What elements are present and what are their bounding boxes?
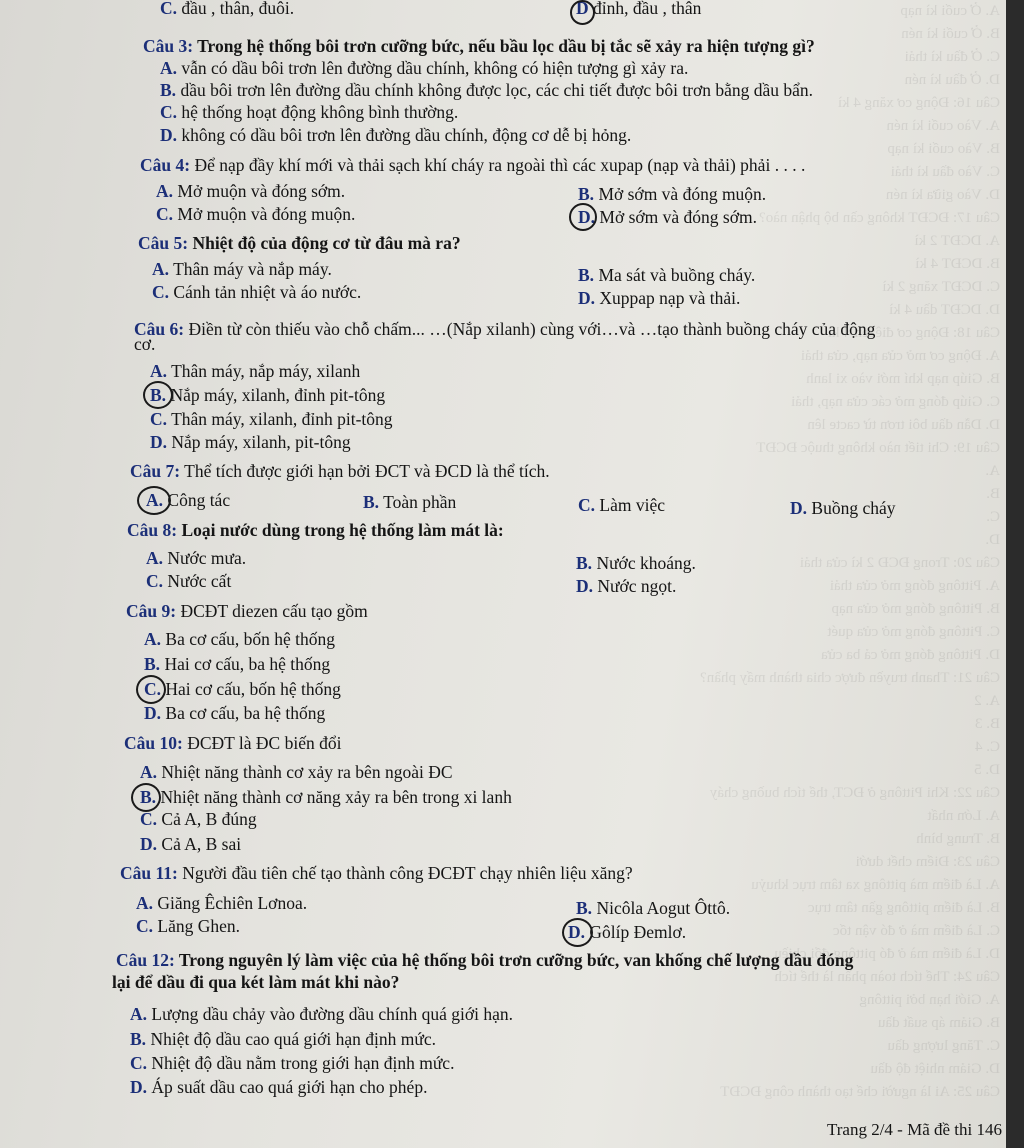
q3-option-c: C. hệ thống hoạt động không bình thường. <box>160 102 459 122</box>
question-3-stem: Câu 3: Trong hệ thống bôi trơn cưỡng bức, nếu bầu lọc dầu bị tắc sẽ xảy ra hiện tượng gì? <box>143 36 815 56</box>
q10-option-b: B. Nhiệt năng thành cơ năng xảy ra bên trong xi lanh <box>140 787 512 807</box>
q11-option-b: B. Nicôla Aogut Ôttô. <box>576 898 731 918</box>
q5-option-a: A. Thân máy và nắp máy. <box>152 259 332 279</box>
bleed-through-text: A. Ở cuối kì nạp B. Ở cuối kì nén C. Ở đầu kì thải D. Ở đầu kì nén Câu 16: Động cơ xăng 4 kì A. Vào cuối kì nén B. Vào cuối kì nạp C. Vào đầu kì thải D. Vào giữa kì nén Câu 17: ĐCĐT không cần bộ phận nào? A. DCĐT 2 kì B. DCĐT 4 kì C. DCĐT xăng 2 kì D. DCĐT dầu 4 kì Câu 18: Động cơ điêzen 4 kì A. Động cơ mở cửa nạp, cửa thải B. Giúp nạp khí mới vào xi lanh C. Giúp đóng mở các cửa nạp, thải D. Dẫn dầu bôi trơn từ cacte lên Câu 19: Chi tiết nào không thuộc ĐCĐT A. B. C. D. Câu 20: Trong ĐCĐ 2 kì cửa thải A. Pittông đóng mở cửa thải B. Pittông đóng mở cửa nạp C. Pittông đóng mở cửa quét D. Pittông đóng mở cả ba cửa Câu 21: Thanh truyền được chia thành mấy phần? A. 2 B. 3 C. 4 D. 5 Câu 22: Khi Pittông ở ĐCT, thể tích buồng cháy A. Lớn nhất B. Trung bình Câu 23: Điểm chết dưới A. Là điểm mà pittông xa tâm trục khuỷu B. Là điểm pittông gần tâm trục C. Là điểm mà ở đó vận tốc D. Là điểm mà ở đó pittông đổi chiều Câu 24: Thể tích toàn phần là thể tích A. Giới hạn bởi pittông B. Giảm áp suất dầu C. Tăng lượng dầu D. Giảm nhiệt độ dầu Câu 25: Ai là người chế tạo thành công ĐCĐT <box>700 3 1000 1100</box>
q7-option-c: C. Làm việc <box>578 495 665 515</box>
page-footer: Trang 2/4 - Mã đề thi 146 <box>826 1120 1002 1139</box>
q4-option-b: B. Mở sớm và đóng muộn. <box>578 184 767 204</box>
question-12-stem-cont: lại để dầu đi qua két làm mát khi nào? <box>112 972 400 992</box>
q9-option-d: D. Ba cơ cấu, ba hệ thống <box>144 703 326 723</box>
q5-option-d: D. Xuppap nạp và thải. <box>578 288 741 308</box>
q3-option-a: A. vẫn có dầu bôi trơn lên đường dầu chính, không có hiện tượng gì xảy ra. <box>160 58 689 78</box>
q9-option-c: C. Hai cơ cấu, bốn hệ thống <box>144 679 341 699</box>
q4-option-c: C. Mở muộn và đóng muộn. <box>156 204 356 224</box>
q7-option-a: A. Công tác <box>146 490 231 510</box>
q8-option-d: D. Nước ngọt. <box>576 576 677 596</box>
q3-option-b: B. dầu bôi trơn lên đường dầu chính không được lọc, các chi tiết được bôi trơn bằng dầu bẩn. <box>160 80 814 100</box>
answer-mark-circle <box>136 675 166 704</box>
q10-option-c: C. Cả A, B đúng <box>140 809 257 829</box>
answer-mark-circle <box>570 0 595 25</box>
question-12-stem: Câu 12: Trong nguyên lý làm việc của hệ thống bôi trơn cưỡng bức, van khống chế lượng dầu đóng <box>116 950 854 970</box>
q7-option-b: B. Toàn phần <box>363 492 457 512</box>
q4-option-a: A. Mở muộn và đóng sớm. <box>156 181 346 201</box>
question-6-stem: Câu 6: Điền từ còn thiếu vào chỗ chấm... …(Nắp xilanh) cùng với…và …tạo thành buồng cháy của động <box>134 319 876 339</box>
question-11-stem: Câu 11: Người đầu tiên chế tạo thành công ĐCĐT chạy nhiên liệu xăng? <box>120 863 633 883</box>
q3-option-d: D. không có dầu bôi trơn lên đường dầu chính, động cơ dễ bị hỏng. <box>160 125 632 145</box>
question-10-stem: Câu 10: ĐCĐT là ĐC biến đổi <box>124 733 342 753</box>
q9-option-a: A. Ba cơ cấu, bốn hệ thống <box>144 629 336 649</box>
question-4-stem: Câu 4: Để nạp đầy khí mới và thải sạch khí cháy ra ngoài thì các xupap (nạp và thải) phải . . . . <box>140 155 806 175</box>
q6-option-d: D. Nắp máy, xilanh, pit-tông <box>150 432 351 452</box>
question-6-stem-cont: cơ. <box>134 334 156 354</box>
q9-option-b: B. Hai cơ cấu, ba hệ thống <box>144 654 331 674</box>
q6-option-b: B. Nắp máy, xilanh, đỉnh pit-tông <box>150 385 386 405</box>
q12-option-c: C. Nhiệt độ dầu nằm trong giới hạn định mức. <box>130 1053 455 1073</box>
q6-option-a: A. Thân máy, nắp máy, xilanh <box>150 361 361 381</box>
q2-option-c: C. đầu , thân, đuôi. <box>160 0 295 18</box>
q5-option-c: C. Cánh tản nhiệt và áo nước. <box>152 282 362 302</box>
answer-mark-circle <box>137 486 171 515</box>
question-5-stem: Câu 5: Nhiệt độ của động cơ từ đâu mà ra? <box>138 233 461 253</box>
question-9-stem: Câu 9: ĐCĐT diezen cấu tạo gồm <box>126 601 368 621</box>
q12-option-a: A. Lượng dầu chảy vào đường dầu chính quá giới hạn. <box>130 1004 514 1024</box>
q11-option-a: A. Giăng Êchiên Lơnoa. <box>136 893 308 913</box>
answer-mark-circle <box>143 381 173 409</box>
q8-option-b: B. Nước khoáng. <box>576 553 696 573</box>
question-7-stem: Câu 7: Thể tích được giới hạn bởi ĐCT và ĐCD là thể tích. <box>130 461 550 481</box>
question-8-stem: Câu 8: Loại nước dùng trong hệ thống làm mát là: <box>127 520 504 540</box>
q11-option-d: D. Gôlíp Đemlơ. <box>568 922 687 942</box>
q8-option-c: C. Nước cất <box>146 571 232 591</box>
q6-option-c: C. Thân máy, xilanh, đỉnh pit-tông <box>150 409 393 429</box>
q12-option-b: B. Nhiệt độ dầu cao quá giới hạn định mức. <box>130 1029 436 1049</box>
q7-option-d: D. Buồng cháy <box>790 498 896 518</box>
q10-option-a: A. Nhiệt năng thành cơ xảy ra bên ngoài ĐC <box>140 762 453 782</box>
answer-mark-circle <box>569 203 597 231</box>
q10-option-d: D. Cả A, B sai <box>140 834 242 854</box>
answer-mark-circle <box>562 918 593 947</box>
q11-option-c: C. Lăng Ghen. <box>136 916 241 936</box>
q2-option-d: D đỉnh, đầu , thân <box>576 0 702 18</box>
q4-option-d: D. Mở sớm và đóng sớm. <box>578 207 757 227</box>
q5-option-b: B. Ma sát và buồng cháy. <box>578 265 756 285</box>
q8-option-a: A. Nước mưa. <box>146 548 247 568</box>
q12-option-d: D. Áp suất dầu cao quá giới hạn cho phép. <box>130 1077 428 1097</box>
